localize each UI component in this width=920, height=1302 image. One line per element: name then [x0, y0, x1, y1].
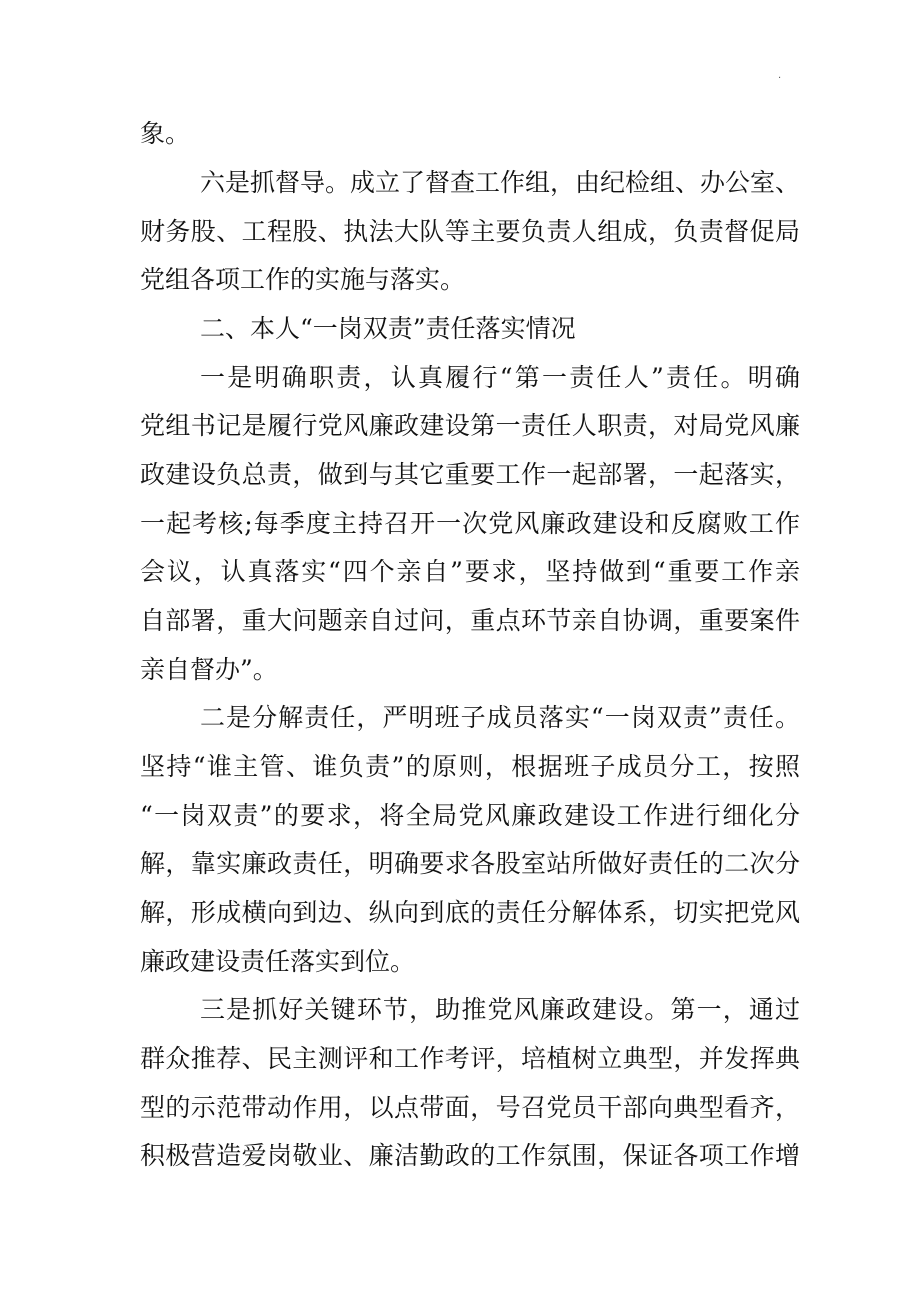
text-line: 解，靠实廉政责任，明确要求各股室站所做好责任的二次分 — [140, 849, 800, 878]
text-line: 党组各项工作的实施与落实。 — [140, 265, 466, 294]
text-line: 二是分解责任，严明班子成员落实“一岗双责”责任。 — [200, 703, 800, 732]
text-line: 财务股、工程股、执法大队等主要负责人组成，负责督促局 — [140, 217, 800, 246]
text-line: “一岗双责”的要求，将全局党风廉政建设工作进行细化分 — [140, 801, 800, 830]
text-line: 象。 — [140, 119, 191, 148]
text-line: 群众推荐、民主测评和工作考评，培植树立典型，并发挥典 — [140, 1044, 800, 1073]
text-line: 积极营造爱岗敬业、廉洁勤政的工作氛围，保证各项工作增 — [140, 1141, 800, 1170]
text-line: 三是抓好关键环节，助推党风廉政建设。第一，通过 — [200, 995, 800, 1024]
text-line: 党组书记是履行党风廉政建设第一责任人职责，对局党风廉 — [140, 411, 800, 440]
text-line: 一起考核;每季度主持召开一次党风廉政建设和反腐败工作 — [140, 509, 800, 538]
page-corner-mark: . — [778, 70, 782, 81]
text-line: 坚持“谁主管、谁负责”的原则，根据班子成员分工，按照 — [140, 752, 800, 781]
text-line: 解，形成横向到边、纵向到底的责任分解体系，切实把党风 — [140, 898, 800, 927]
text-line: 自部署，重大问题亲自过问，重点环节亲自协调，重要案件 — [140, 606, 800, 635]
text-line: 会议，认真落实“四个亲自”要求，坚持做到“重要工作亲 — [140, 557, 800, 586]
text-line: 六是抓督导。成立了督查工作组，由纪检组、办公室、 — [200, 168, 800, 197]
text-line: 政建设负总责，做到与其它重要工作一起部署，一起落实， — [140, 460, 800, 489]
text-line: 廉政建设责任落实到位。 — [140, 947, 416, 976]
text-line: 亲自督办”。 — [140, 655, 278, 684]
section-heading: 二、本人“一岗双责”责任落实情况 — [200, 314, 576, 343]
text-line: 一是明确职责，认真履行“第一责任人”责任。明确 — [200, 363, 800, 392]
text-line: 型的示范带动作用，以点带面，号召党员干部向典型看齐， — [140, 1093, 800, 1122]
